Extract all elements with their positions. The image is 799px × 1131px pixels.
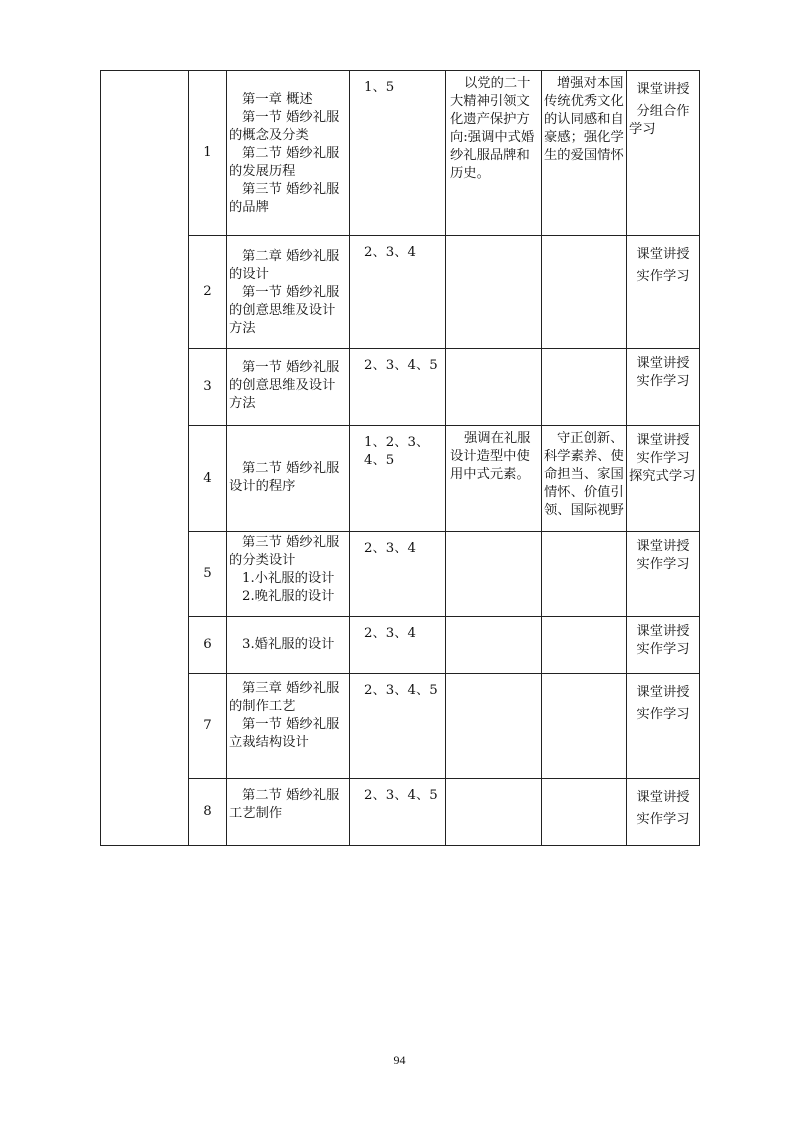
goals-cell: 2、3、4、5 <box>350 349 446 426</box>
value-cell <box>542 779 627 846</box>
table-row <box>101 349 700 426</box>
goals-cell: 2、3、4 <box>350 532 446 617</box>
method-cell: 课堂讲授 实作学习 探究式学习 <box>627 426 700 532</box>
goals-cell: 1、2、3、4、5 <box>350 426 446 532</box>
content-cell: 第二节 婚纱礼服 设计的程序 <box>227 426 350 532</box>
content-cell: 第一节 婚纱礼服 的创意思维及设计 方法 <box>227 349 350 426</box>
row-number: 5 <box>189 532 227 617</box>
ideology-cell: 强调在礼服 设计造型中使 用中式元素。 <box>446 426 542 532</box>
method-cell: 课堂讲授 实作学习 <box>627 349 700 426</box>
value-cell: 增强对本国 传统优秀文化 的认同感和自 豪感；强化学 生的爱国情怀 <box>542 71 627 236</box>
ideology-cell <box>446 532 542 617</box>
goals-cell: 1、5 <box>350 71 446 236</box>
content-cell: 第一章 概述 第一节 婚纱礼服 的概念及分类 第二节 婚纱礼服 的发展历程 第三节 婚纱礼服 的品牌 <box>227 71 350 236</box>
method-cell: 课堂讲授 实作学习 <box>627 779 700 846</box>
row-number: 8 <box>189 779 227 846</box>
method-cell: 课堂讲授 实作学习 <box>627 617 700 674</box>
table-row <box>101 426 700 532</box>
content-cell: 第三节 婚纱礼服 的分类设计 1.小礼服的设计 2.晚礼服的设计 <box>227 532 350 617</box>
content-cell: 第三章 婚纱礼服 的制作工艺 第一节 婚纱礼服 立裁结构设计 <box>227 674 350 779</box>
goals-cell: 2、3、4 <box>350 236 446 349</box>
content-cell: 第二节 婚纱礼服 工艺制作 <box>227 779 350 846</box>
blank-column <box>101 71 189 846</box>
goals-cell: 2、3、4、5 <box>350 779 446 846</box>
page-number: 94 <box>393 1053 406 1067</box>
value-cell <box>542 236 627 349</box>
ideology-cell <box>446 779 542 846</box>
table-row <box>101 674 700 779</box>
ideology-cell <box>446 349 542 426</box>
content-cell: 第二章 婚纱礼服 的设计 第一节 婚纱礼服 的创意思维及设计 方法 <box>227 236 350 349</box>
ideology-cell <box>446 617 542 674</box>
row-number: 1 <box>189 71 227 236</box>
value-cell <box>542 349 627 426</box>
table-row <box>101 236 700 349</box>
value-cell <box>542 674 627 779</box>
value-cell <box>542 532 627 617</box>
row-number: 6 <box>189 617 227 674</box>
table-row <box>101 532 700 617</box>
table-row <box>101 71 700 236</box>
content-cell: 3.婚礼服的设计 <box>227 617 350 674</box>
method-cell: 课堂讲授 分组合作 学习 <box>627 71 700 236</box>
value-cell <box>542 617 627 674</box>
table-row <box>101 779 700 846</box>
method-cell: 课堂讲授 实作学习 <box>627 236 700 349</box>
goals-cell: 2、3、4 <box>350 617 446 674</box>
ideology-cell <box>446 236 542 349</box>
method-cell: 课堂讲授 实作学习 <box>627 532 700 617</box>
ideology-cell: 以党的二十 大精神引领文 化遗产保护方 向:强调中式婚 纱礼服品牌和 历史。 <box>446 71 542 236</box>
goals-cell: 2、3、4、5 <box>350 674 446 779</box>
ideology-cell <box>446 674 542 779</box>
table-row <box>101 617 700 674</box>
row-number: 2 <box>189 236 227 349</box>
row-number: 4 <box>189 426 227 532</box>
row-number: 7 <box>189 674 227 779</box>
method-cell: 课堂讲授 实作学习 <box>627 674 700 779</box>
row-number: 3 <box>189 349 227 426</box>
curriculum-table <box>100 70 700 846</box>
value-cell: 守正创新、 科学素养、使 命担当、家国 情怀、价值引 领、国际视野 <box>542 426 627 532</box>
